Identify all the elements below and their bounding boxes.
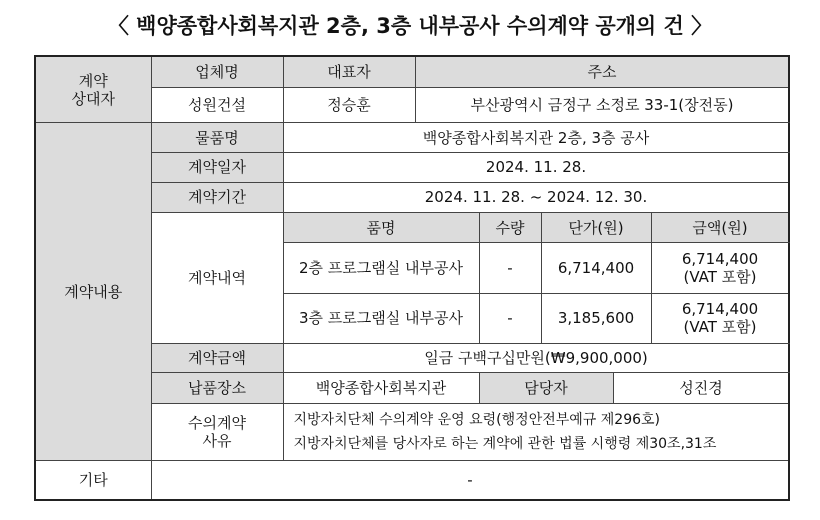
details-amount-header: 금액(원)	[651, 212, 789, 242]
etc-value: -	[151, 461, 789, 500]
contract-date-value: 2024. 11. 28.	[283, 153, 789, 182]
company-name: 성원건설	[151, 87, 283, 122]
manager-label: 담당자	[479, 373, 613, 403]
contract-disclosure-table	[34, 55, 790, 501]
item-name-value: 백양종합사회복지관 2층, 3층 공사	[283, 123, 789, 153]
delivery-place-label: 납품장소	[151, 373, 283, 403]
reason-line-2: 지방자치단체를 당사자로 하는 계약에 관한 법률 시행령 제30조,31조	[293, 435, 717, 452]
etc-label: 기타	[35, 461, 151, 500]
details-qty-header: 수량	[479, 212, 541, 242]
details-row-item: 2층 프로그램실 내부공사	[283, 243, 479, 293]
item-name-label: 물품명	[151, 123, 283, 153]
rep-header: 대표자	[283, 56, 415, 87]
contract-section-label: 계약내용	[35, 123, 151, 461]
contract-period-label: 계약기간	[151, 182, 283, 212]
details-row-unit-price: 6,714,400	[541, 243, 651, 293]
reason-line-1: 지방자치단체 수의계약 운영 요령(행정안전부예규 제296호)	[293, 411, 660, 428]
company-address: 부산광역시 금정구 소정로 33-1(장전동)	[415, 87, 789, 122]
details-row-qty: -	[479, 293, 541, 343]
company-header: 업체명	[151, 56, 283, 87]
representative-name: 정승훈	[283, 87, 415, 122]
details-row-unit-price: 3,185,600	[541, 293, 651, 343]
contract-details-label: 계약내역	[151, 212, 283, 343]
contract-amount-label: 계약금액	[151, 344, 283, 373]
address-header: 주소	[415, 56, 789, 87]
party-label: 계약 상대자	[35, 56, 151, 123]
reason-label: 수의계약 사유	[151, 403, 283, 461]
delivery-place-value: 백양종합사회복지관	[283, 373, 479, 403]
details-row-item: 3층 프로그램실 내부공사	[283, 293, 479, 343]
manager-value: 성진경	[613, 373, 789, 403]
details-unit-price-header: 단가(원)	[541, 212, 651, 242]
reason-text	[283, 403, 789, 461]
details-row-amount: 6,714,400 (VAT 포함)	[651, 293, 789, 343]
contract-date-label: 계약일자	[151, 153, 283, 182]
document-title: 〈 백양종합사회복지관 2층, 3층 내부공사 수의계약 공개의 건 〉	[107, 14, 713, 38]
details-row-qty: -	[479, 243, 541, 293]
contract-amount-value: 일금 구백구십만원(₩9,900,000)	[283, 344, 789, 373]
details-item-header: 품명	[283, 212, 479, 242]
contract-period-value: 2024. 11. 28. ~ 2024. 12. 30.	[283, 182, 789, 212]
details-row-amount: 6,714,400 (VAT 포함)	[651, 243, 789, 293]
